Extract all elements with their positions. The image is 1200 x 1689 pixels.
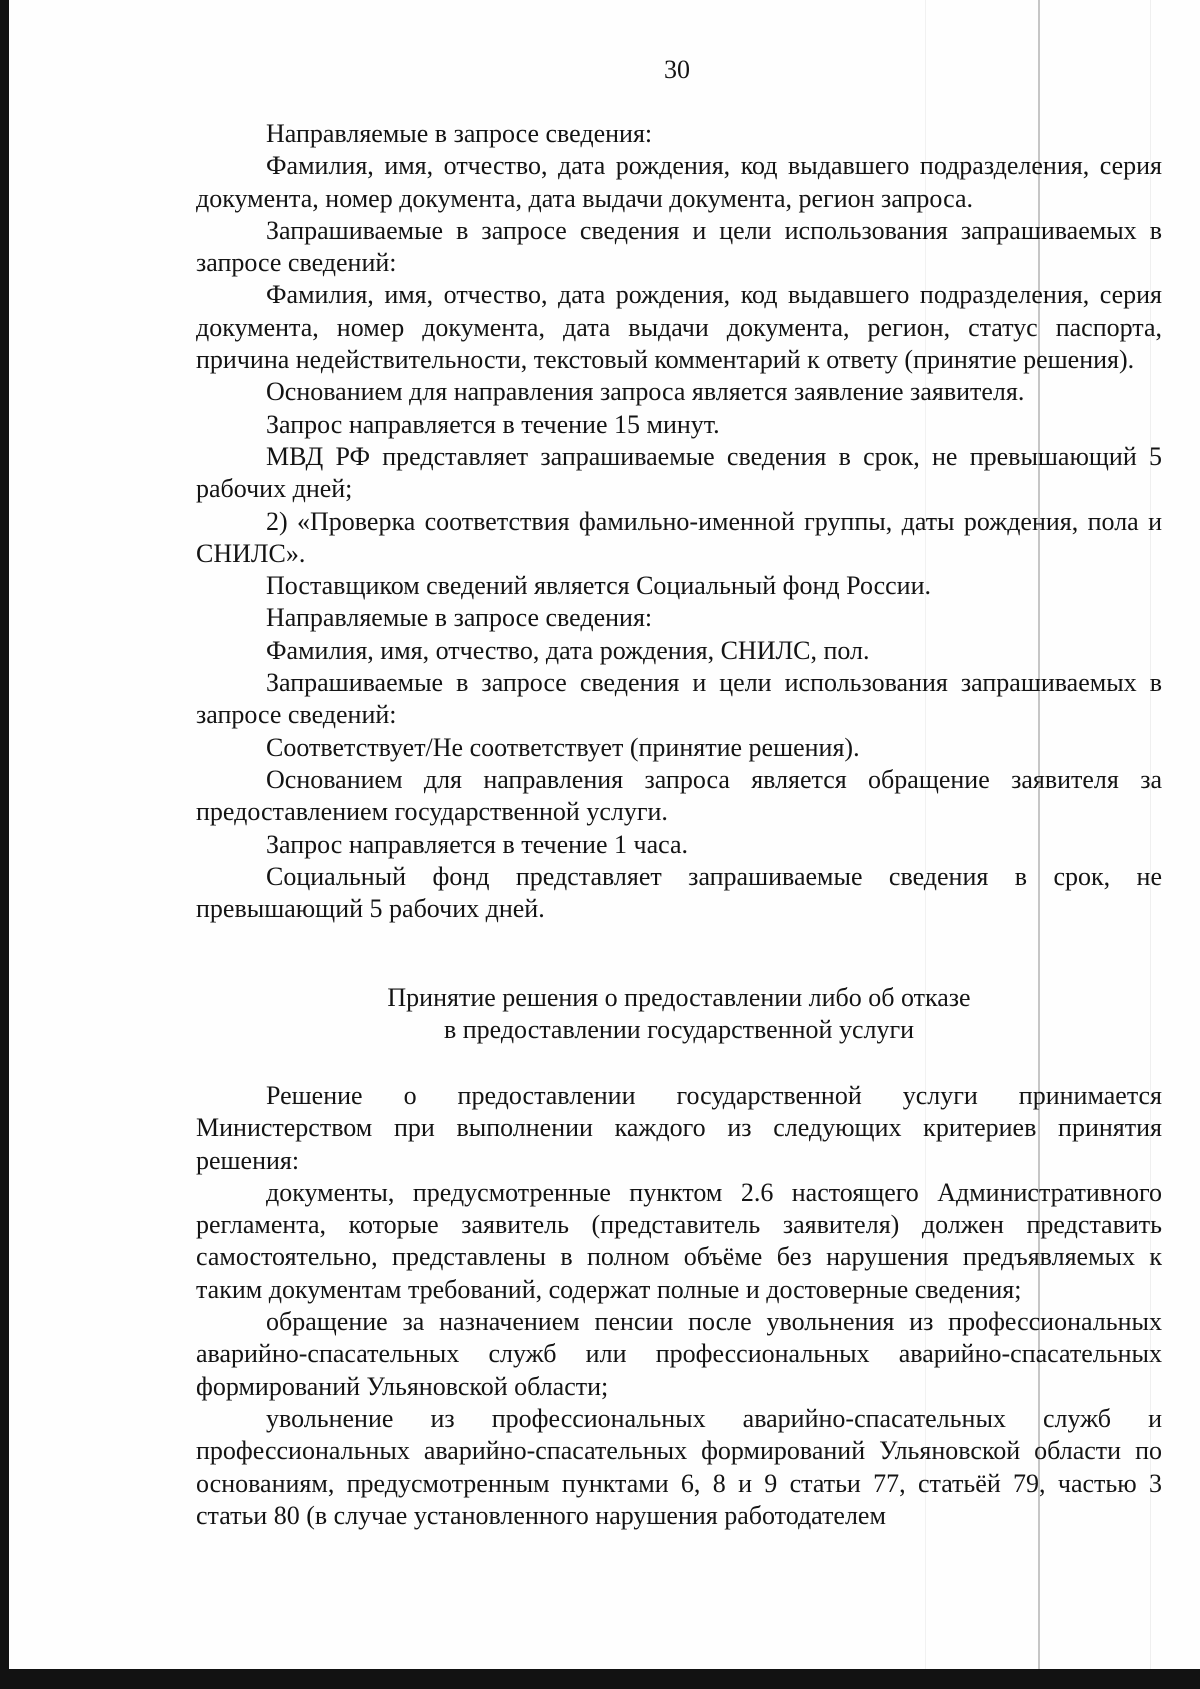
paragraph: Направляемые в запросе сведения: xyxy=(266,603,653,633)
paragraph: Фамилия, имя, отчество, дата рождения, код выдавшего подразделения, серия документа, номер документа, дата выдачи документа, регион запроса. xyxy=(196,151,1162,213)
section-heading xyxy=(196,982,1162,1047)
page-number: 30 xyxy=(664,55,690,84)
paragraph: Фамилия, имя, отчество, дата рождения, СНИЛС, пол. xyxy=(266,635,870,665)
paragraph: Запрашиваемые в запросе сведения и цели использования запрашиваемых в запросе сведений: xyxy=(196,668,1162,730)
paragraph: Социальный фонд представляет запрашиваемые сведения в срок, не превышающий 5 рабочих дней. xyxy=(196,861,1162,924)
paragraph: Направляемые в запросе сведения: xyxy=(266,119,653,148)
paragraph: Фамилия, имя, отчество, дата рождения, код выдавшего подразделения, серия документа, номер документа, дата выдачи документа, регион, статус паспорта, причина недействительности, текстовый комментарий к ответу (принятие решения). xyxy=(196,280,1162,375)
paragraph: Основанием для направления запроса является обращение заявителя за предоставлением государственной услуги. xyxy=(196,764,1162,827)
paragraph: Запрашиваемые в запросе сведения и цели использования запрашиваемых в запросе сведений: xyxy=(196,215,1162,278)
paragraph: Запрос направляется в течение 1 часа. xyxy=(266,829,689,859)
paragraph: документы, предусмотренные пунктом 2.6 настоящего Административного регламента, которые заявитель (представитель заявителя) должен представить самостоятельно, представлены в полном объёме без нарушения предъявляемых к таким документам требований, содержат полные и достоверные сведения; xyxy=(196,1177,1162,1304)
body-text-block xyxy=(196,118,1162,925)
paragraph: Соответствует/Не соответствует (принятие решения). xyxy=(266,732,860,762)
body-text-block-2 xyxy=(196,1080,1162,1532)
section-heading-line: в предоставлении государственной услуги xyxy=(443,1015,915,1045)
section-heading-line: Принятие решения о предоставлении либо об отказе xyxy=(387,983,971,1012)
paragraph: Основанием для направления запроса является заявление заявителя. xyxy=(266,377,1025,407)
paragraph: Запрос направляется в течение 15 минут. xyxy=(266,409,720,439)
paragraph: 2) «Проверка соответствия фамильно-именной группы, даты рождения, пола и СНИЛС». xyxy=(196,506,1162,568)
paragraph: обращение за назначением пенсии после увольнения из профессиональных аварийно-спасательных служб или профессиональных аварийно-спасательных формирований Ульяновской области; xyxy=(196,1307,1162,1401)
scan-border-left xyxy=(0,0,9,1689)
paragraph: Решение о предоставлении государственной услуги принимается Министерством при выполнении каждого из следующих критериев принятия решения: xyxy=(196,1081,1162,1175)
paragraph: Поставщиком сведений является Социальный фонд России. xyxy=(266,571,932,601)
scan-border-bottom xyxy=(0,1669,1200,1689)
paragraph: МВД РФ представляет запрашиваемые сведения в срок, не превышающий 5 рабочих дней; xyxy=(196,441,1162,504)
paragraph: увольнение из профессиональных аварийно-спасательных служб и профессиональных аварийно-спасательных формирований Ульяновской области по основаниям, предусмотренным пунктами 6, 8 и 9 статьи 77, статьёй 79, частью 3 статьи 80 (в случае установленного нарушения работодателем xyxy=(196,1403,1162,1530)
